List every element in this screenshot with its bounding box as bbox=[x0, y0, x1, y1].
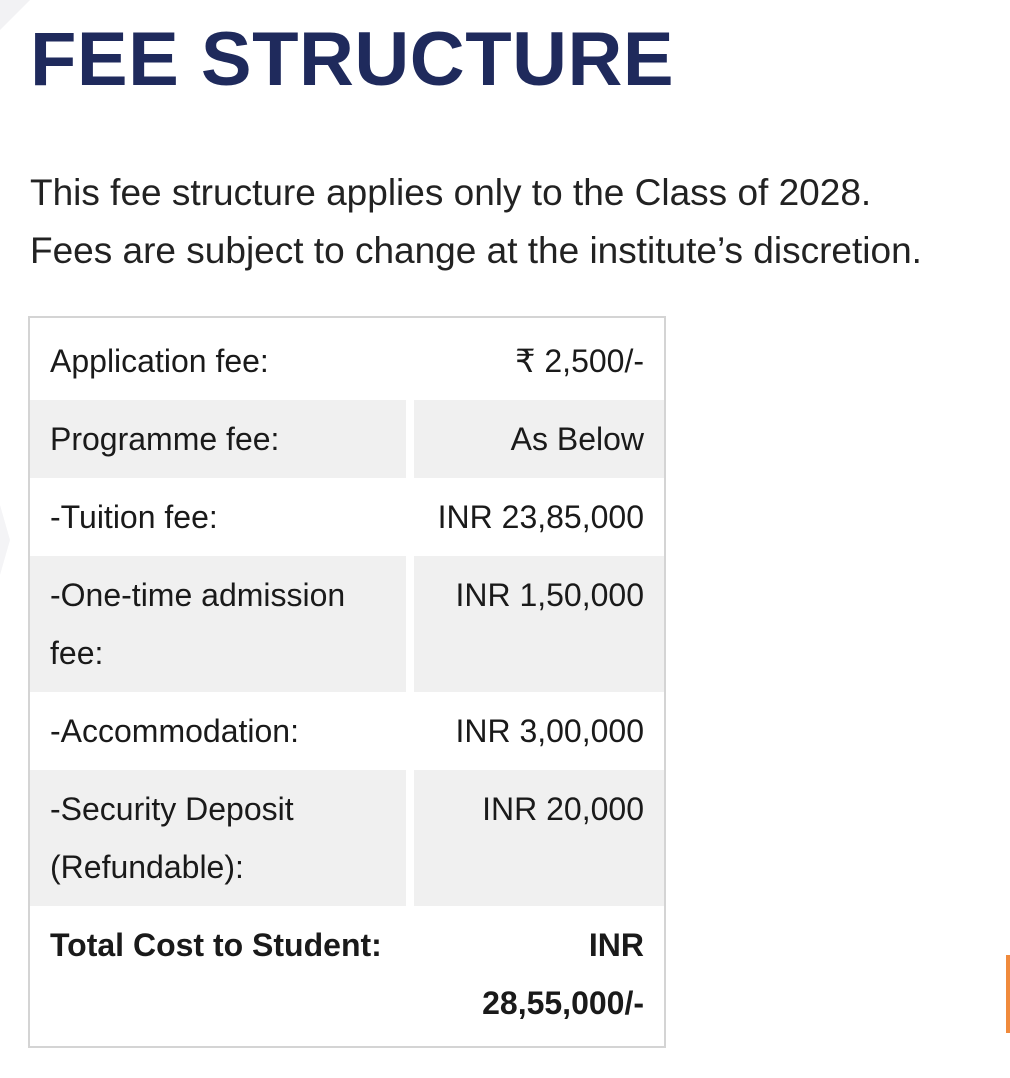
side-accent-bar bbox=[1006, 955, 1010, 1033]
fee-label: -Tuition fee: bbox=[50, 499, 218, 535]
fee-row-admission bbox=[30, 556, 664, 692]
fee-row-total bbox=[30, 906, 664, 1042]
total-value: INR 28,55,000/- bbox=[482, 927, 644, 1021]
fee-value: INR 1,50,000 bbox=[414, 556, 664, 692]
corner-decoration bbox=[0, 0, 30, 30]
fee-label: -One-time admission fee: bbox=[30, 556, 406, 692]
fee-row-security-deposit bbox=[30, 770, 664, 906]
fee-value: As Below bbox=[414, 400, 664, 478]
fee-label: Application fee: bbox=[50, 343, 269, 379]
intro-text bbox=[30, 164, 1005, 280]
fee-value: ₹ 2,500/- bbox=[515, 343, 644, 379]
fee-value: INR 23,85,000 bbox=[437, 499, 644, 535]
fee-label: -Accommodation: bbox=[50, 713, 299, 749]
side-decoration bbox=[0, 505, 10, 575]
fee-value: INR 20,000 bbox=[414, 770, 664, 906]
fee-row-programme bbox=[30, 400, 664, 478]
fee-row-tuition bbox=[30, 478, 664, 556]
intro-line-1: This fee structure applies only to the Class of 2028. bbox=[30, 172, 872, 213]
fee-value: INR 3,00,000 bbox=[455, 713, 644, 749]
total-label: Total Cost to Student: bbox=[50, 927, 382, 963]
fee-label: Programme fee: bbox=[30, 400, 406, 478]
fee-row-application bbox=[30, 322, 664, 400]
fee-label: -Security Deposit (Refundable): bbox=[30, 770, 406, 906]
page-title: FEE STRUCTURE bbox=[30, 17, 675, 102]
fee-table bbox=[28, 316, 666, 1048]
intro-line-2: Fees are subject to change at the institute’s discretion. bbox=[30, 230, 922, 271]
fee-row-accommodation bbox=[30, 692, 664, 770]
